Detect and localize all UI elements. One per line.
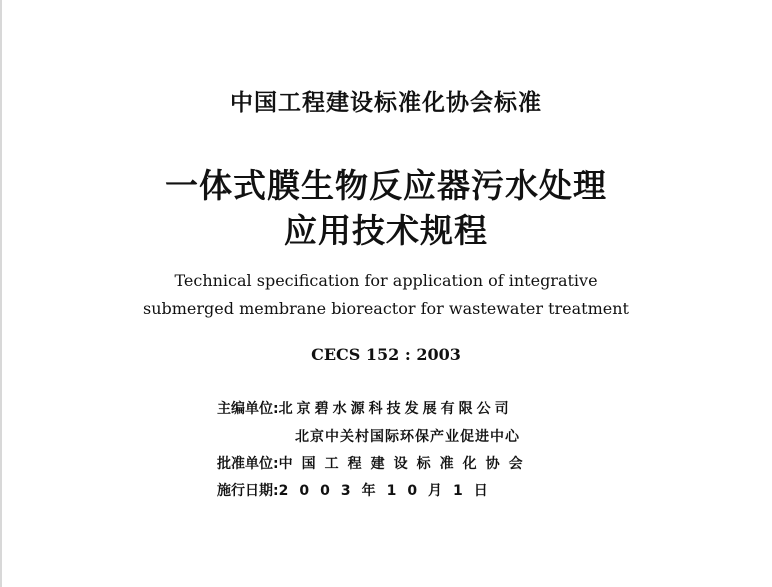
editor-row <box>217 398 513 418</box>
document-title-line2: 应用技术规程 <box>284 211 488 250</box>
editor-row-2 <box>295 426 520 446</box>
english-title-line1: Technical specification for application of integrative <box>174 271 598 290</box>
editor-value-2: 北京中关村国际环保产业促进中心 <box>295 429 520 445</box>
approver-row <box>217 453 532 473</box>
approver-value: 中国工程建设标准化协会 <box>278 456 532 472</box>
editor-value-1: 北京碧水源科技发展有限公司 <box>278 401 513 417</box>
approver-label: 批准单位: <box>217 456 279 472</box>
organization-heading: 中国工程建设标准化协会标准 <box>230 90 542 116</box>
english-title-line2: submerged membrane bioreactor for wastewater treatment <box>143 299 629 318</box>
standard-code: CECS 152 : 2003 <box>311 345 461 364</box>
effective-date-row <box>217 480 499 500</box>
effective-date-value: 2003年10月1日 <box>278 483 499 499</box>
document-title-line1: 一体式膜生物反应器污水处理 <box>165 166 607 205</box>
editor-label: 主编单位: <box>217 401 279 417</box>
effective-date-label: 施行日期: <box>217 483 279 499</box>
